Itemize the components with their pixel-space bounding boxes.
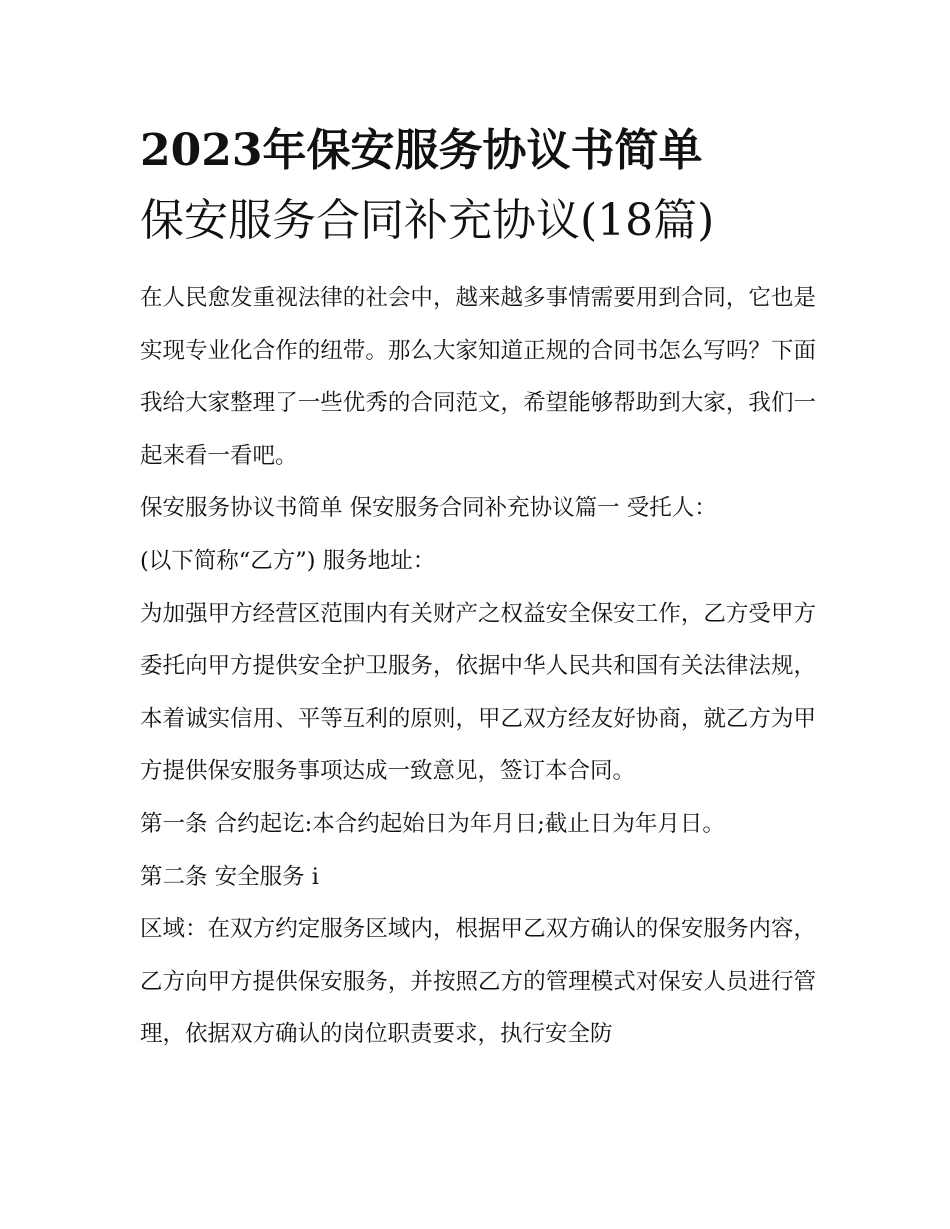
title-line-1: 2023年保安服务协议书简单 [140,125,703,176]
title-line-2: 保安服务合同补充协议(18篇) [140,195,715,246]
paragraph-article-2: 第二条 安全服务 i [140,863,320,890]
paragraph-section-heading: 保安服务协议书简单 保安服务合同补充协议篇一 受托人： [140,495,717,522]
paragraph-preamble: 为加强甲方经营区范围内有关财产之权益安全保安工作，乙方受甲方委托向甲方提供安全护卫服务，依据中华人民共和国有关法律法规，本着诚实信用、平等互利的原则，甲乙双方经友好协商，就乙方为甲方提供保安服务事项达成一致意见，签订本合同。 [140,600,816,785]
paragraph-party-note: (以下简称“乙方”) 服务地址： [140,547,436,574]
document-body [140,272,816,1061]
document-content [140,116,816,1061]
paragraph-article-1: 第一条 合约起讫:本合约起始日为年月日;截止日为年月日。 [140,810,725,837]
paragraph-area: 区域：在双方约定服务区域内，根据甲乙双方确认的保安服务内容，乙方向甲方提供保安服务，并按照乙方的管理模式对保安人员进行管理，依据双方确认的岗位职责要求，执行安全防 [140,916,816,1048]
document-title [140,116,816,256]
paragraph-intro: 在人民愈发重视法律的社会中，越来越多事情需要用到合同，它也是实现专业化合作的纽带。那么大家知道正规的合同书怎么写吗？下面我给大家整理了一些优秀的合同范文，希望能够帮助到大家，我们一起来看一看吧。 [140,285,816,469]
